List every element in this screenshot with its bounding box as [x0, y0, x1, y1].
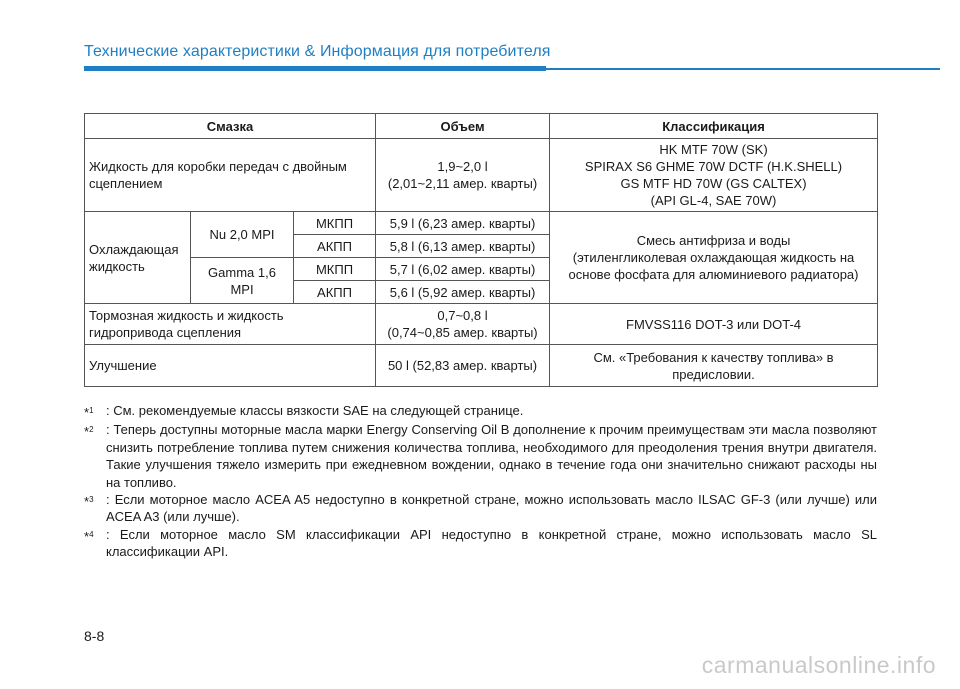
cell-engine: Nu 2,0 MPI [191, 212, 294, 258]
cell-lubricant: Охлаждающая жидкость [85, 212, 191, 304]
cell-volume: 5,8 l (6,13 амер. кварты) [376, 235, 550, 258]
cell-classification [550, 212, 878, 304]
volume-line: (2,01~2,11 амер. кварты) [387, 176, 538, 191]
header-lubricant: Смазка [85, 114, 376, 139]
class-line: (этиленгликолевая охлаждающая жидкость на [572, 250, 855, 265]
footnote-text: : Теперь доступны моторные масла марки Energy Conserving Oil В дополнение к прочим преимуществам эти масла позволяют снизить потребление топлива путем снижения количества топлива, необходимого для преодоления трения внутри двигателя. Такие улучшения тяжело измерить при ежедневном вождении, однако в течение года они значительно снижают расходы ны на топливо. [106, 422, 877, 490]
cell-transmission: АКПП [294, 235, 376, 258]
class-line: См. «Требования к качеству топлива» в [593, 349, 834, 365]
footnote-item [84, 402, 877, 421]
watermark: carmanualsonline.info [701, 652, 936, 678]
table-row [85, 139, 878, 212]
class-line: Смесь антифриза и воды [636, 233, 791, 248]
class-line: SPIRAX S6 GHME 70W DCTF (H.K.SHELL) [584, 159, 843, 174]
footnote-marker: *$^1$ [84, 405, 94, 420]
header-rule-thick [84, 66, 546, 71]
header-classification: Классификация [550, 114, 878, 139]
footnote-item [84, 421, 877, 491]
cell-transmission: МКПП [294, 212, 376, 235]
table-row [85, 212, 878, 235]
footnote-item [84, 526, 877, 561]
section-header-title: Технические характеристики & Информация для потребителя [84, 43, 551, 60]
class-line: GS MTF HD 70W (GS CALTEX) [620, 176, 807, 191]
cell-transmission: МКПП [294, 258, 376, 281]
cell-volume: 5,7 l (6,02 амер. кварты) [376, 258, 550, 281]
footnote-text: : Если моторное масло ACEA A5 недоступно в конкретной стране, можно использовать масло ILSAC GF-3 (или лучше) или ACEA A3 (или лучше). [106, 492, 877, 525]
volume-line: (0,74~0,85 амер. кварты) [387, 325, 538, 340]
class-line: основе фосфата для алюминиевого радиатора) [568, 267, 859, 282]
table-row [85, 304, 878, 345]
class-line: (API GL-4, SAE 70W) [650, 193, 777, 208]
class-line: HK MTF 70W (SK) [659, 142, 768, 157]
page-number: 8-8 [84, 628, 105, 644]
footnote-text: : Если моторное масло SM классификации API недоступно в конкретной стране, можно использовать масло SL классификации API. [106, 526, 877, 560]
cell-transmission: АКПП [294, 281, 376, 304]
footnote-marker: *$^3$ [84, 494, 94, 510]
footnotes [84, 402, 877, 561]
cell-classification [550, 345, 878, 387]
cell-lubricant: Улучшение [85, 345, 376, 387]
cell-lubricant: Жидкость для коробки передач с двойным сцеплением [85, 139, 376, 212]
header-volume: Объем [376, 114, 550, 139]
footnote-text: : См. рекомендуемые классы вязкости SAE на следующей странице. [106, 403, 524, 418]
cell-classification: FMVSS116 DOT-3 или DOT-4 [550, 304, 878, 345]
cell-volume: 50 l (52,83 амер. кварты) [376, 345, 550, 387]
cell-volume: 5,9 l (6,23 амер. кварты) [376, 212, 550, 235]
volume-line: 1,9~2,0 l [437, 159, 488, 174]
cell-classification [550, 139, 878, 212]
cell-volume [376, 304, 550, 345]
cell-lubricant: Тормозная жидкость и жидкость гидропривода сцепления [85, 304, 376, 345]
lubricant-spec-table [84, 113, 878, 387]
table-header-row [85, 114, 878, 139]
cell-volume [376, 139, 550, 212]
cell-engine: Gamma 1,6 MPI [191, 258, 294, 304]
table-row [85, 345, 878, 387]
class-line: предисловии. [672, 366, 755, 382]
footnote-item [84, 491, 877, 526]
cell-volume: 5,6 l (5,92 амер. кварты) [376, 281, 550, 304]
header-rule-thin [546, 68, 940, 70]
volume-line: 0,7~0,8 l [437, 308, 488, 323]
footnote-marker: *$^4$ [84, 528, 94, 544]
footnote-marker: *$^2$ [84, 424, 94, 440]
